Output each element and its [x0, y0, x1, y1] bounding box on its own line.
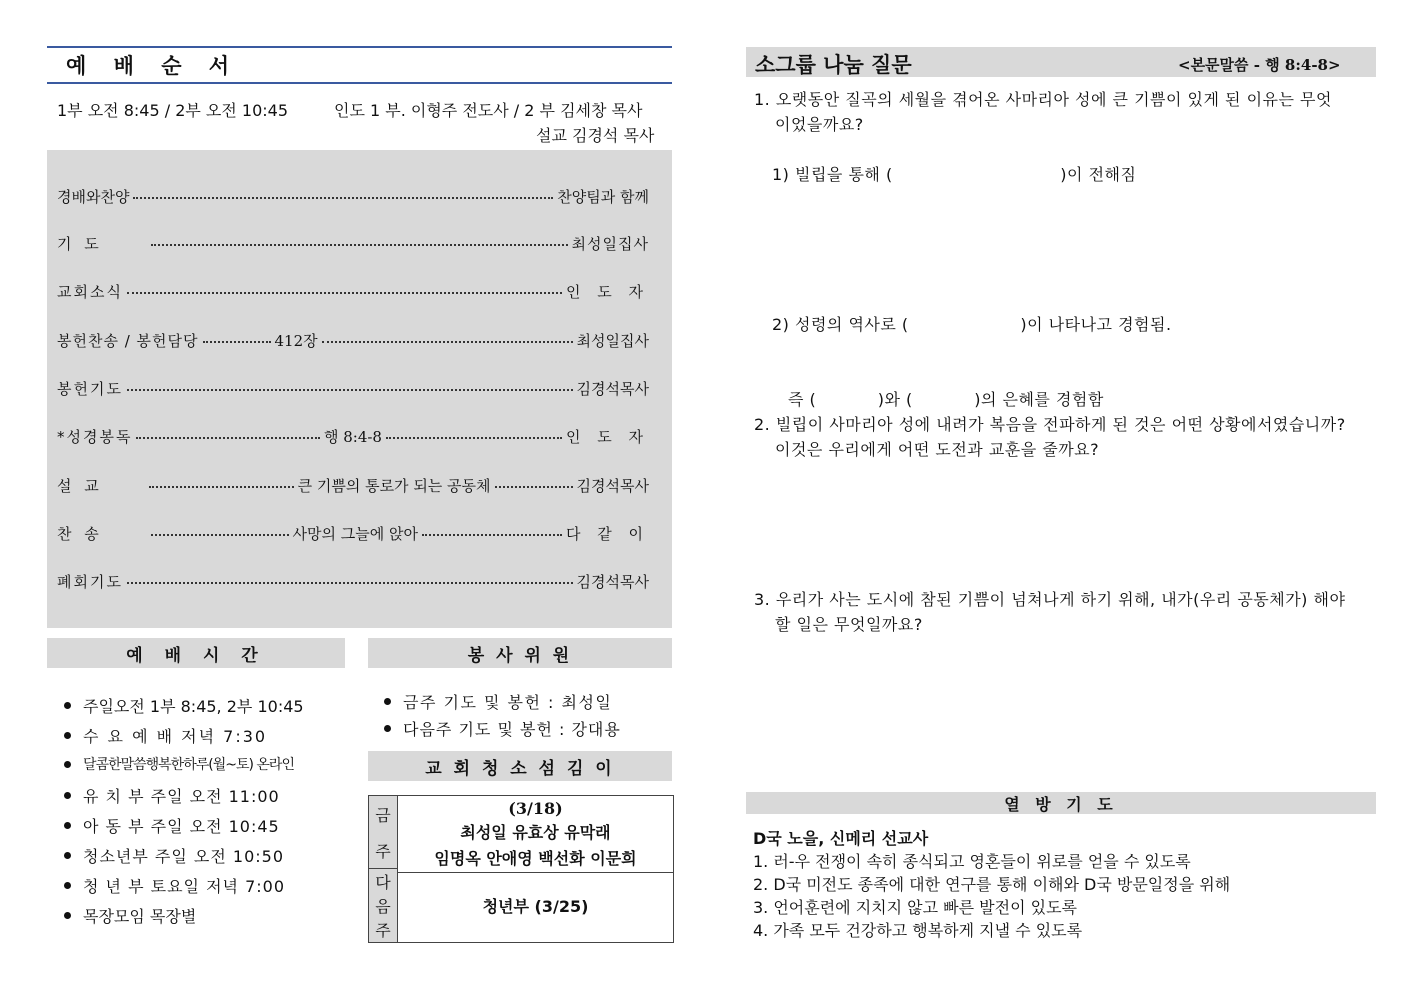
- passage-label: <본문말씀 - 행 8:4-8>: [1178, 56, 1341, 74]
- bullet-icon: [64, 761, 71, 768]
- list-item: 달콤한말씀행복한하루(월~토) 온라인: [64, 754, 294, 774]
- next-week-label: 다 음 주: [369, 869, 398, 942]
- leader-dots: [149, 486, 294, 488]
- order-sermon-title: 큰 기쁨의 통로가 되는 공동체: [297, 476, 491, 495]
- order-label: 봉헌기도: [57, 379, 123, 398]
- this-week-names: 최성일 유효상 유막래: [460, 823, 611, 843]
- order-row: [57, 424, 649, 448]
- bullet-icon: [384, 698, 391, 705]
- bullet-icon: [64, 732, 71, 739]
- order-person: 인 도 자: [565, 427, 649, 446]
- order-label: 폐회기도: [57, 572, 123, 591]
- list-item: 유 치 부 주일 오전 11:00: [64, 784, 280, 807]
- order-label: 설 교: [57, 476, 103, 495]
- list-item: 다음주 기도 및 봉헌 : 강대용: [384, 717, 621, 740]
- cleaning-table: [368, 795, 674, 943]
- this-week-date: (3/18): [508, 799, 563, 819]
- question-1-sub-1: 1) 빌립을 통해 ( )이 전해짐: [772, 165, 1137, 184]
- order-person: 찬양팀과 함께: [557, 187, 649, 206]
- leader-dots: [203, 341, 271, 343]
- order-person: 인 도 자: [565, 282, 649, 301]
- leader-dots: [133, 197, 553, 199]
- question-1: 1. 오랫동안 질곡의 세월을 겪어온 사마리아 성에 큰 기쁨이 있게 된 이유는 무엇 이었을까요?: [754, 90, 1332, 134]
- service-times-header: 예 배 시 간: [47, 638, 345, 668]
- prayer-item: 4. 가족 모두 건강하고 행복하게 지낼 수 있도록: [753, 921, 1083, 940]
- leader-dots: [127, 389, 573, 391]
- leader-dots: [495, 486, 573, 488]
- bullet-icon: [64, 702, 71, 709]
- this-week-label: 금 주: [369, 796, 398, 869]
- bullet-icon: [64, 882, 71, 889]
- next-week-cell: [398, 869, 673, 942]
- order-row: [57, 569, 649, 593]
- small-group-title: 소그룹 나눔 질문: [755, 53, 912, 77]
- bullet-icon: [64, 822, 71, 829]
- question-3: 3. 우리가 사는 도시에 참된 기쁨이 넘쳐나게 하기 위해, 내가(우리 공동체가) 해야 할 일은 무엇일까요?: [754, 590, 1346, 634]
- this-week-cell: [398, 796, 673, 873]
- leader-line: 인도 1 부. 이형주 전도사 / 2 부 김세창 목사: [334, 101, 643, 120]
- list-item: 금주 기도 및 봉헌 : 최성일: [384, 690, 612, 713]
- order-label: 봉헌찬송 / 봉헌담당: [57, 331, 199, 350]
- leader-dots: [322, 341, 573, 343]
- servants-header: 봉 사 위 원: [368, 638, 672, 668]
- order-person: 최성일집사: [576, 331, 649, 350]
- prayer-header: 열 방 기 도: [746, 792, 1376, 814]
- order-person: 최성일집사: [571, 234, 649, 253]
- leader-dots: [127, 582, 573, 584]
- order-person: 김경석목사: [576, 476, 649, 495]
- order-person: 다 같 이: [565, 524, 649, 543]
- leader-dots: [127, 292, 562, 294]
- order-hymn-title: 사망의 그늘에 앉아: [292, 524, 418, 543]
- order-label: 경배와찬양: [57, 187, 130, 206]
- order-row: [57, 328, 649, 352]
- leader-dots: [422, 534, 562, 536]
- this-week-names: 임명옥 안애영 백선화 이문희: [434, 848, 637, 868]
- order-row: [57, 376, 649, 400]
- prayer-item: 2. D국 미전도 종족에 대한 연구를 통해 이해와 D국 방문일정을 위해: [753, 875, 1231, 894]
- bullet-icon: [64, 792, 71, 799]
- bullet-icon: [64, 912, 71, 919]
- order-hymn: 412장: [274, 331, 318, 350]
- next-week-group: 청년부 (3/25): [482, 897, 589, 916]
- leader-dots: [136, 437, 320, 439]
- order-label: *성경봉독: [57, 427, 133, 446]
- order-scripture: 행 8:4-8: [323, 427, 382, 446]
- order-person: 김경석목사: [576, 379, 649, 398]
- order-row: [57, 473, 649, 497]
- order-row: [57, 184, 649, 208]
- leader-dots: [151, 534, 289, 536]
- leader-dots: [386, 437, 562, 439]
- order-row: [57, 279, 649, 303]
- list-item: 아 동 부 주일 오전 10:45: [64, 814, 280, 837]
- order-row: [57, 521, 649, 545]
- order-person: 김경석목사: [576, 572, 649, 591]
- list-item: 청 년 부 토요일 저녁 7:00: [64, 874, 285, 897]
- order-row: [57, 231, 649, 255]
- order-label: 교회소식: [57, 282, 123, 301]
- question-1-sub-2: 2) 성령의 역사로 ( )이 나타나고 경험됨. 즉 ( )와 ( )의 은혜를 경험함: [772, 315, 1172, 409]
- prayer-missionary: D국 노을, 신메리 선교사: [753, 829, 929, 848]
- list-item: 청소년부 주일 오전 10:50: [64, 844, 284, 867]
- order-label: 기 도: [57, 234, 103, 253]
- list-item: 수 요 예 배 저녁 7:30: [64, 724, 267, 747]
- prayer-item: 1. 러-우 전쟁이 속히 종식되고 영혼들이 위로를 얻을 수 있도록: [753, 852, 1191, 871]
- list-item: 주일오전 1부 8:45, 2부 10:45: [64, 694, 304, 717]
- worship-order-title: 예 배 순 서: [66, 54, 240, 78]
- order-label: 찬 송: [57, 524, 103, 543]
- sermon-line: 설교 김경석 목사: [536, 126, 655, 145]
- service-time-line: 1부 오전 8:45 / 2부 오전 10:45: [57, 101, 289, 120]
- bullet-icon: [384, 725, 391, 732]
- question-2: 2. 빌립이 사마리아 성에 내려가 복음을 전파하게 된 것은 어떤 상황에서였습니까? 이것은 우리에게 어떤 도전과 교훈을 줄까요?: [754, 415, 1346, 459]
- prayer-item: 3. 언어훈련에 지치지 않고 빠른 발전이 있도록: [753, 898, 1077, 917]
- list-item: 목장모임 목장별: [64, 904, 196, 927]
- bullet-icon: [64, 852, 71, 859]
- leader-dots: [151, 244, 568, 246]
- cleaning-header: 교 회 청 소 섬 김 이: [368, 751, 672, 781]
